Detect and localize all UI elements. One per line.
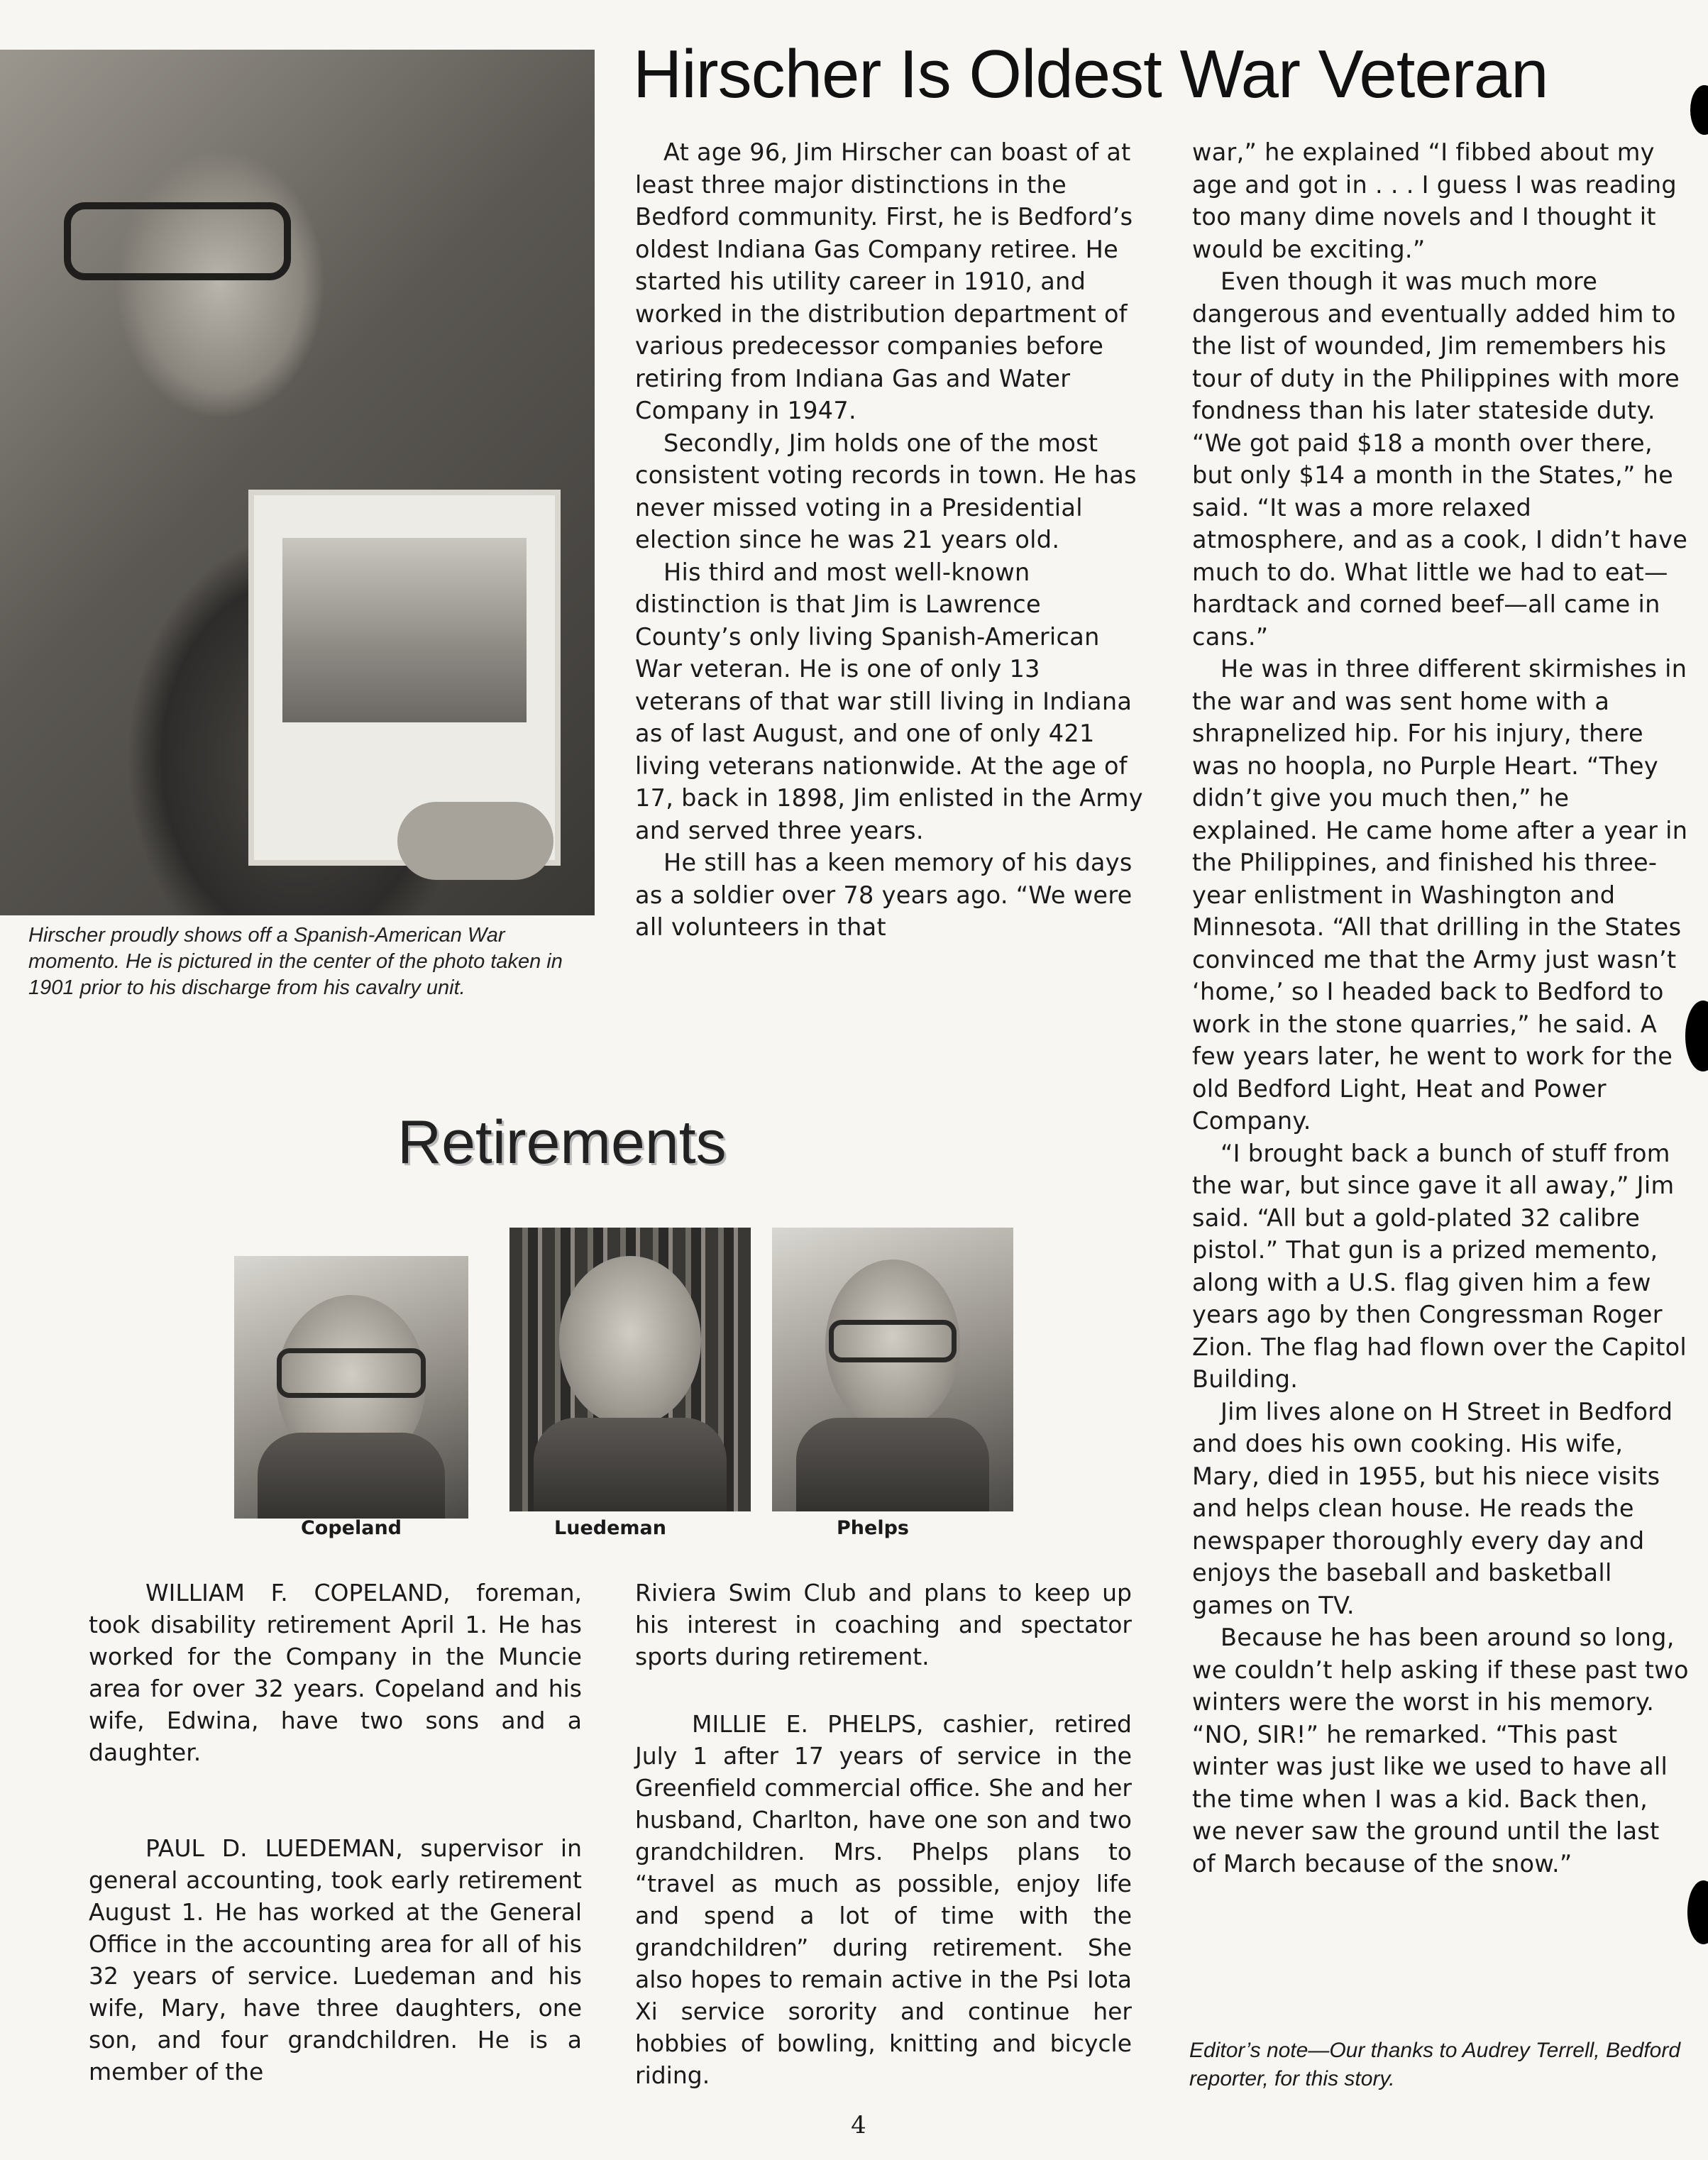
story-paragraph: He still has a keen memory of his days as a soldier over 78 years ago. “We were all volunteers in that	[635, 849, 1133, 941]
glasses-shape	[64, 202, 291, 280]
binder-hole-mark	[1687, 1880, 1708, 1944]
retirement-luedeman-continued: Riviera Swim Club and plans to keep up his interest in coaching and spectator sports during retirement.	[635, 1579, 1132, 1670]
retirements-column-2	[635, 1577, 1132, 2091]
story-column-2	[1192, 136, 1689, 1880]
story-paragraph: He was in three different skirmishes in the war and was sent home with a shrapnelized hip. For his injury, there was no hoopla, no Purple Heart. “They didn’t give you much then,” he explained. He came home after a year in the Philippines, and finished his three-year enlistment in Washington and Minnesota. “All that drilling in the States convinced me that the Army just wasn’t ‘home,’ so I headed back to Bedford to work in the stone quarries,” he said. A few years later, he went to work for the old Bedford Light, Heat and Power Company.	[1192, 655, 1688, 1135]
story-paragraph: Jim lives alone on H Street in Bedford and does his own cooking. His wife, Mary, died in 1955, but his niece visits and helps clean house. He reads the newspaper thoroughly every day and enjoys the baseball and basketball games on TV.	[1192, 1397, 1673, 1619]
story-paragraph: Secondly, Jim holds one of the most consistent voting records in town. He has never missed voting in a Presidential election since he was 21 years old.	[635, 429, 1137, 553]
body-shape	[258, 1433, 445, 1519]
glasses-shape	[277, 1348, 426, 1398]
story-paragraph: “I brought back a bunch of stuff from the war, but since gave it all away,” Jim said. “All but a gold-plated 32 calibre pistol.” That gun is a prized memento, along with a U.S. flag given him a few years ago by then Congressman Roger Zion. The flag had flown over the Capitol Building.	[1192, 1139, 1687, 1393]
story-paragraph: Even though it was much more dangerous and eventually added him to the list of wounded, Jim remembers his tour of duty in the Philippines with more fondness than his later stateside duty. “We got paid $18 a month over there, but only $14 a month in the States,” he said. “It was a more relaxed atmosphere, and as a cook, I didn’t have much to do. What little we had to eat—hardtack and corned beef—all came in cans.”	[1192, 268, 1688, 651]
editor-note: Editor’s note—Our thanks to Audrey Terrell, Bedford reporter, for this story.	[1189, 2039, 1681, 2090]
retirement-copeland: WILLIAM F. COPELAND, foreman, took disability retirement April 1. He has worked for the Company in the Muncie area for over 32 years. Copeland and his wife, Edwina, have two sons and a daughter.	[89, 1579, 582, 1766]
hirscher-photo	[0, 50, 595, 915]
story-paragraph: Because he has been around so long, we couldn’t help asking if these past two winters were the worst in his memory. “NO, SIR!” he remarked. “This past winter was just like we used to have all the time when I was a kid. Back then, we never saw the ground until the last of March because of the snow.”	[1192, 1624, 1689, 1878]
photo-label-luedeman: Luedeman	[554, 1517, 666, 1539]
phelps-photo	[772, 1228, 1013, 1511]
binder-hole-mark	[1690, 85, 1708, 135]
hand-shape	[397, 802, 553, 880]
retirements-heading: Retirements	[397, 1108, 727, 1177]
glasses-shape	[829, 1320, 957, 1362]
retirement-phelps: MILLIE E. PHELPS, cashier, retired July 1 after 17 years of service in the Greenfield commercial office. She and her husband, Charlton, have one son and two grandchildren. Mrs. Phelps plans to “travel as much as possible, enjoy life and spend a lot of time with the grandchildren” during retirement. She also hopes to remain active in the Psi Iota Xi service sorority and continue her hobbies of bowling, knitting and bicycle riding.	[635, 1710, 1132, 2089]
cavalry-photo	[282, 538, 527, 722]
body-shape	[534, 1418, 727, 1511]
luedeman-photo	[509, 1228, 751, 1511]
retirements-column-1	[89, 1577, 582, 2088]
story-paragraph: war,” he explained “I fibbed about my age and got in . . . I guess I was reading too many dime novels and I thought it would be exciting.”	[1192, 138, 1677, 263]
photo-label-copeland: Copeland	[300, 1517, 402, 1539]
story-paragraph: His third and most well-known distinction is that Jim is Lawrence County’s only living Spanish-American War veteran. He is one of only 13 veterans of that war still living in Indiana as of last August, and one of only 421 living veterans nationwide. At the age of 17, back in 1898, Jim enlisted in the Army and served three years.	[635, 558, 1143, 844]
photo-label-phelps: Phelps	[837, 1517, 909, 1539]
photo-caption: Hirscher proudly shows off a Spanish-American War momento. He is pictured in the center of the photo taken in 1901 prior to his discharge from his cavalry unit.	[28, 924, 563, 999]
retirement-luedeman: PAUL D. LUEDEMAN, supervisor in general accounting, took early retirement August 1. He has worked at the General Office in the accounting area for all of his 32 years of service. Luedeman and his wife, Mary, have three daughters, one son, and four grandchildren. He is a member of the	[89, 1834, 582, 2085]
face-shape	[559, 1256, 701, 1426]
story-paragraph: At age 96, Jim Hirscher can boast of at least three major distinctions in the Bedford community. First, he is Bedford’s oldest Indiana Gas Company retiree. He started his utility career in 1910, and worked in the distribution department of various predecessor companies before retiring from Indiana Gas and Water Company in 1947.	[635, 138, 1133, 424]
page-number: 4	[851, 2111, 866, 2139]
article-headline: Hirscher Is Oldest War Veteran	[633, 36, 1548, 112]
story-column-1	[635, 136, 1146, 944]
body-shape	[796, 1418, 989, 1511]
copeland-photo	[234, 1256, 468, 1519]
